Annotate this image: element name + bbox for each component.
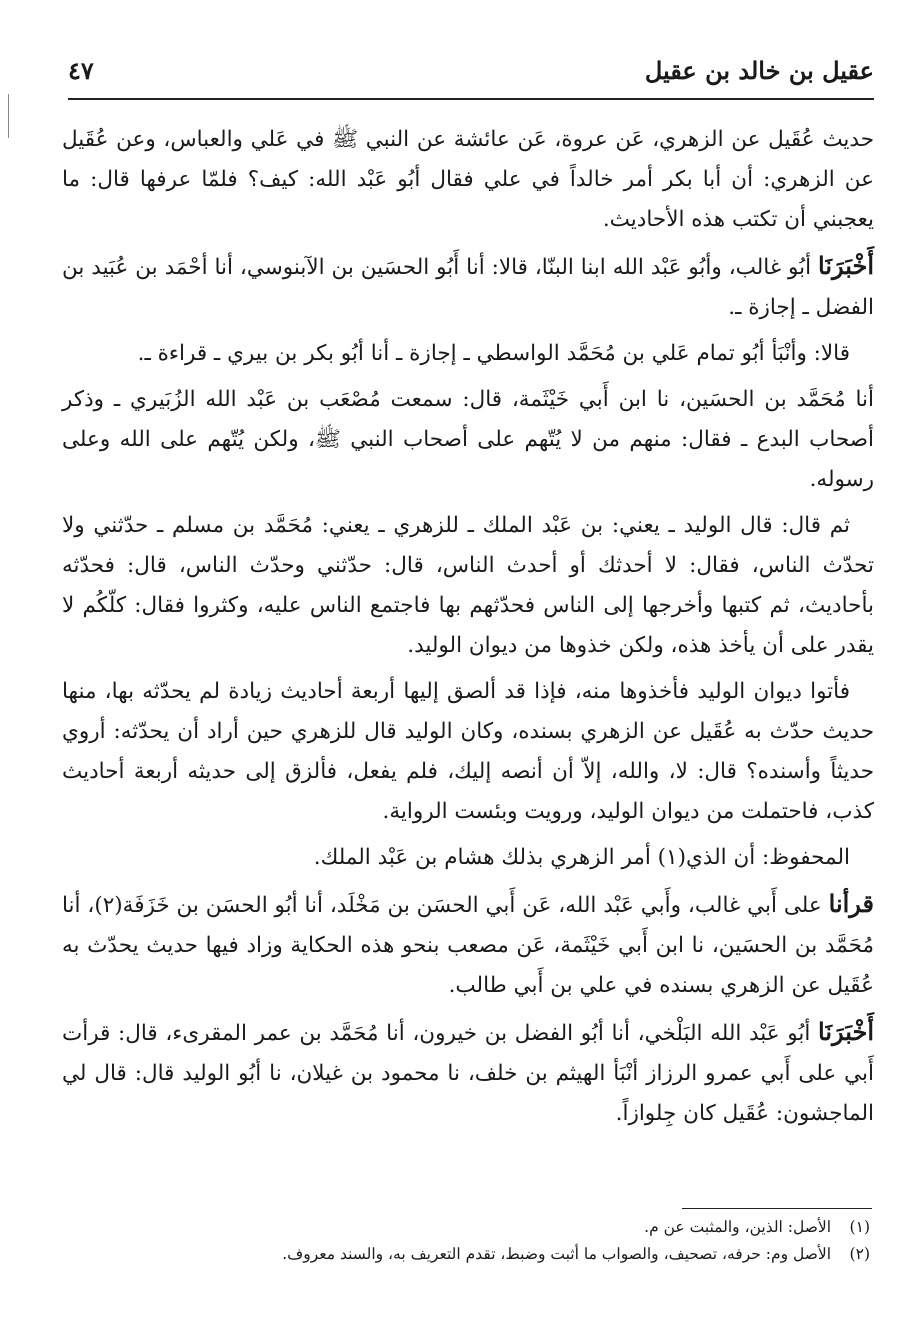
- paragraph-1: [62, 120, 874, 240]
- paragraph-5: [62, 506, 874, 666]
- footnote-1: [62, 1214, 870, 1241]
- footnote-text: الأصل: الذين، والمثبت عن م.: [644, 1218, 832, 1236]
- paragraph-text: على أَبي غالب، وأَبي عَبْد الله، عَن أَبي الحسَن بن مَخْلَد، أنا أبُو الحسَن بن خَزَفَة(٢)، أنا مُحَمَّد بن الحسَين، نا ابن أَبي خَيْثَمة، عَن مصعب بنحو هذه الحكاية وزاد فيها حديث يحدّث به عُقَيل عن الزهري بسنده في علي بن أَبي طالب.: [62, 893, 874, 998]
- footnote-divider: [682, 1208, 872, 1209]
- paragraph-text: أبُو عَبْد الله البَلْخي، أنا أبُو الفضل بن خيرون، أنا مُحَمَّد بن عمر المقرىء، قال: قرأت أَبي على أَبي عمرو الرزاز أنْبَأ الهيثم بن خلف، نا محمود بن غيلان، نا أبُو الوليد قال: قال لي الماجشون: عُقَيل كان جِلوازاً.: [62, 1021, 874, 1126]
- footnote-number: (٢): [849, 1245, 870, 1263]
- paragraph-text: أنا مُحَمَّد بن الحسَين، نا ابن أَبي خَيْثَمة، قال: سمعت مُصْعَب بن عَبْد الله الزُبَيري ـ وذكر أصحاب البدع ـ فقال: منهم من لا يُتّهم على أصحاب النبي ﷺ، ولكن يُتّهم على الله وعلى رسوله.: [62, 387, 874, 492]
- paragraph-4: [62, 380, 874, 500]
- footnote-text: الأصل وم: حرفه، تصحيف، والصواب ما أثبت وضبط، تقدم التعريف به، والسند معروف.: [282, 1245, 832, 1263]
- page-header: [68, 52, 874, 100]
- paragraph-6: [62, 672, 874, 832]
- body-text: [62, 120, 874, 1140]
- paragraph-text: قالا: وأنْبَأ أبُو تمام عَلي بن مُحَمَّد الواسطي ـ إجازة ـ أنا أبُو بكر بن بيري ـ قراءة ـ.: [137, 341, 850, 366]
- paragraph-lead-word: أَخْبَرَنَا: [818, 251, 874, 280]
- paragraph-7: [62, 838, 874, 878]
- paragraph-text: حديث عُقَيل عن الزهري، عَن عروة، عَن عائشة عن النبي ﷺ في عَلي والعباس، وعن عُقَيل عن الزهري: أن أبا بكر أمر خالداً في علي فقال أبُو عَبْد الله: كيف؟ فلمّا عرفها قال: ما يعجبني أن تكتب هذه الأحاديث.: [62, 127, 874, 232]
- paragraph-text: ثم قال: قال الوليد ـ يعني: بن عَبْد الملك ـ للزهري ـ يعني: مُحَمَّد بن مسلم ـ حدّثني ولا تحدّث الناس، فقال: لا أحدثك أو أحدث الناس، قال: حدّثني وحدّث الناس، قال: فحدّثه بأحاديث، ثم كتبها وأخرجها إلى الناس فحدّثهم بها فاجتمع الناس عليه، وكثروا فقال: كلّكُم لا يقدر على أن يأخذ هذه، ولكن خذوها من ديوان الوليد.: [62, 513, 874, 658]
- paragraph-8: [62, 884, 874, 1006]
- footnote-number: (١): [849, 1218, 870, 1236]
- paragraph-2: [62, 246, 874, 328]
- footnote-2: [62, 1241, 870, 1268]
- running-title: عقيل بن خالد بن عقيل: [644, 56, 874, 85]
- paragraph-lead-word: قرأنا: [828, 889, 874, 918]
- paragraph-text: فأتوا ديوان الوليد فأخذوها منه، فإذا قد ألصق إليها أربعة أحاديث زيادة لم يحدّثه بها، منها حديث حدّث به عُقَيل عن الزهري بسنده، وكان الوليد قال للزهري حين أراد أن يحدّثه: أروي حديثاً وأسنده؟ قال: لا، والله، إلاّ أن أنصه إليك، فلم يفعل، فألزق إلى حديثه أربعة أحاديث كذب، فاحتملت من ديوان الوليد، ورويت وبئست الرواية.: [62, 679, 874, 824]
- paragraph-3: [62, 334, 874, 374]
- paragraph-text: أبُو غالب، وأبُو عَبْد الله ابنا البنّا، قالا: أنا أَبُو الحسَين بن الآبنوسي، أنا أحْمَد بن عُبَيد بن الفضل ـ إجازة ـ.: [62, 255, 874, 320]
- paragraph-text: المحفوظ: أن الذي(١) أمر الزهري بذلك هشام بن عَبْد الملك.: [313, 845, 850, 870]
- page-number: ٤٧: [68, 56, 94, 85]
- paragraph-9: [62, 1012, 874, 1134]
- paragraph-lead-word: أَخْبَرَنَا: [818, 1017, 874, 1046]
- margin-mark: [8, 94, 11, 138]
- footnotes: [62, 1214, 870, 1268]
